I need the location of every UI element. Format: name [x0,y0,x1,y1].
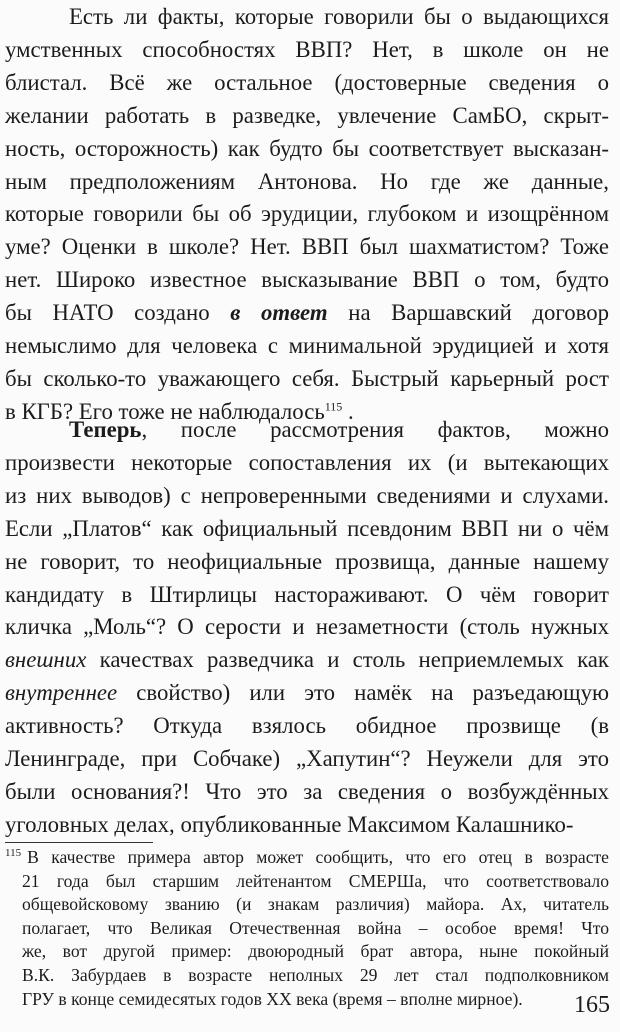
text-line [5,677,609,710]
footnote-line: общевойсковому званию (и знакам различия) майора. Ах, читатель [22,894,609,915]
footnote-line: же, вот другой пример: двоюродный брат автора, ныне покойный [22,941,609,962]
text-line: желании работать в разведке, увлечение СамБО, скрыт- [5,102,609,128]
text-segment: в КГБ? Его тоже не наблюдалось [5,398,325,424]
footnote-number: 115 [5,847,22,860]
text-line: не говорит, то неофициальные прозвища, данные нашему [5,548,609,574]
text-line: Есть ли факты, которые говорили бы о выдающихся [69,4,609,29]
footnote [5,846,609,1011]
text-segment: В качестве примера автор может сообщить, что его отец в возрасте [27,847,609,867]
footnote-line: В.К. Забурдаев в возрасте неполных 29 лет стал подполковником [22,964,609,985]
text-line: ность, осторожность) как будто бы соответствует высказан- [5,135,609,161]
footnote-line [5,846,609,870]
text-segment: свойство) или это намёк на разъедающую [117,680,609,706]
text-line: ным предположениям Антонова. Но где же данные, [5,168,609,194]
footnote-divider [5,842,153,843]
text-line: уме? Оценки в школе? Нет. ВВП был шахматистом? Тоже [5,234,609,260]
text-segment: , после рассмотрения фактов, можно [141,417,609,442]
paragraph-1 [5,1,609,429]
text-line: из них выводов) с непроверенными сведениями и слухами. [5,482,609,508]
text-line: произвести некоторые сопоставления их (и вытекающих [5,449,609,475]
text-line: умственных способностях ВВП? Нет, в школе он не [5,36,609,62]
italic-text: внутреннее [5,680,118,706]
paragraph-2 [5,414,609,842]
emphasis-text: в ответ [230,300,328,326]
text-line: немыслимо для человека с минимальной эрудицией и хотя [5,333,609,359]
text-line: блистал. Всё же остальное (достоверные сведения о [5,69,609,95]
text-line: бы сколько-то уважающего себя. Быстрый карьерный рост [5,365,609,391]
text-line: уголовных делах, опубликованные Максимом Калашнико- [5,811,574,837]
text-line [5,414,609,447]
footnote-line: ГРУ в конце семидесятых годов XX века (время – вполне мирное). [22,988,523,1009]
text-segment: бы НАТО создано [5,300,231,326]
bold-text: Теперь [69,417,142,442]
text-line: активность? Откуда взялось обидное прозвище (в [5,713,609,739]
page-number: 165 [574,992,610,1018]
text-segment: . [347,398,354,424]
footnote-reference[interactable]: 115 [324,399,343,414]
text-line [5,644,609,677]
text-segment: на Варшавский договор [327,300,610,326]
text-line: кличка „Моль“? О серости и незаметности (столь нужных [5,614,609,640]
footnote-line: полагает, что Великая Отечественная война – особое время! Что [22,917,609,938]
text-line: были основания?! Что это за сведения о возбуждённых [5,778,609,804]
text-line: кандидату в Штирлицы настораживают. О чём говорит [5,581,609,607]
text-line: которые говорили бы об эрудиции, глубоком и изощрённом [5,201,609,227]
text-line: Если „Платов“ как официальный псевдоним ВВП ни о чём [5,515,609,541]
text-line: Ленинграде, при Собчаке) „Хапутин“? Неужели для это [5,746,609,772]
italic-text: внешних [5,647,87,673]
text-line [5,297,609,330]
footnote-line: 21 года был старшим лейтенантом СМЕРШа, что соответствовало [22,870,609,891]
text-line: нет. Широко известное высказывание ВВП о том, будто [5,267,609,293]
text-segment: качествах разведчика и столь неприемлемых как [86,647,609,673]
